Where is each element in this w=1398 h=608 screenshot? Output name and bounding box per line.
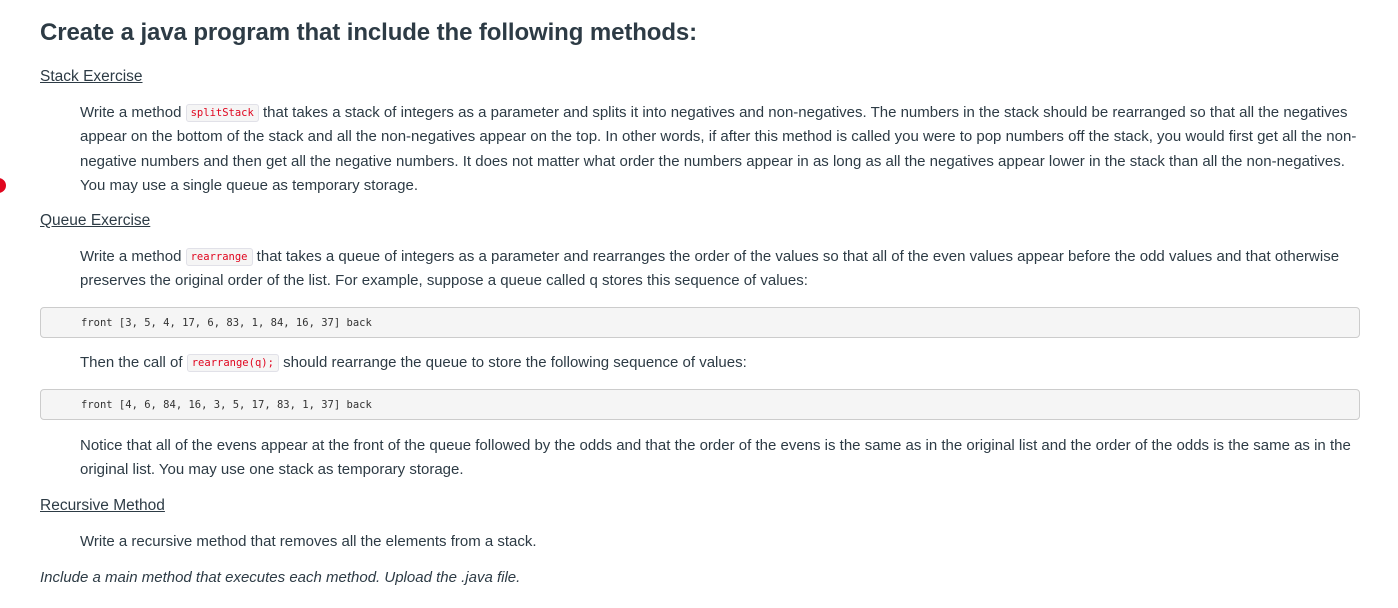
queue-intro-before: Write a method (80, 248, 186, 265)
stack-text-before: Write a method (80, 104, 186, 121)
queue-exercise-heading: Queue Exercise (40, 212, 151, 229)
stack-exercise-description (80, 101, 1365, 198)
call-text-after: should rearrange the queue to store the following sequence of values: (278, 354, 747, 371)
split-stack-code: splitStack (186, 104, 259, 122)
example-before-codeblock: front [3, 5, 4, 17, 6, 83, 1, 84, 16, 37] back (40, 307, 1360, 338)
stack-text-after: that takes a stack of integers as a parameter and splits it into negatives and non-negatives. The numbers in the stack should be rearranged so that all the negatives appear on the bottom of the stack and all the non-negatives appear on the top. In other words, if after this method is called you were to pop numbers off the stack, you would first get all the non-negative numbers and then get all the negative numbers. It does not matter what order the numbers appear in as long as all the negatives appear lower in the stack than all the non-negatives. You may use a single queue as temporary storage. (80, 104, 1357, 194)
recursive-method-heading: Recursive Method (40, 497, 165, 514)
call-text-before: Then the call of (80, 354, 187, 371)
rearrange-call-description (80, 351, 1365, 375)
notification-marker (0, 178, 6, 193)
queue-intro-after: that takes a queue of integers as a parameter and rearranges the order of the values so that all of the even values appear before the odd values and that otherwise preserves the original order of the list. For example, suppose a queue called q stores this sequence of values: (80, 248, 1340, 290)
example-after-codeblock: front [4, 6, 84, 16, 3, 5, 17, 83, 1, 37] back (40, 389, 1360, 420)
rearrange-call-code: rearrange(q); (187, 354, 279, 372)
recursive-method-description: Write a recursive method that removes all the elements from a stack. (80, 533, 537, 550)
queue-exercise-description (80, 245, 1365, 294)
rearrange-code: rearrange (186, 248, 253, 266)
queue-notice: Notice that all of the evens appear at the front of the queue followed by the odds and that the order of the evens is the same as in the original list and the order of the odds is the same as in the original list. You may use one stack as temporary storage. (80, 437, 1351, 479)
page-title: Create a java program that include the following methods: (40, 19, 698, 46)
footer-instructions: Include a main method that executes each method. Upload the .java file. (40, 569, 521, 586)
stack-exercise-heading: Stack Exercise (40, 68, 143, 85)
